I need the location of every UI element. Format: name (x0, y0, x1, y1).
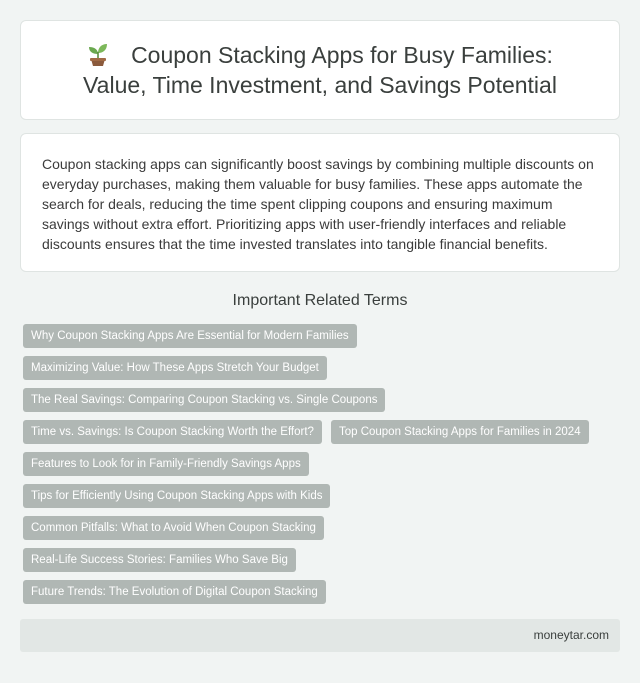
summary-card (20, 133, 620, 272)
page-title-text-1: Coupon Stacking Apps for Busy Families: (131, 42, 553, 68)
tag-row (23, 356, 623, 388)
related-term-tag[interactable]: Real-Life Success Stories: Families Who Save Big (23, 548, 296, 572)
related-term-tag[interactable]: Common Pitfalls: What to Avoid When Coupon Stacking (23, 516, 324, 540)
related-term-tag[interactable]: Time vs. Savings: Is Coupon Stacking Worth the Effort? (23, 420, 322, 444)
related-terms-list (23, 324, 623, 612)
tag-row (23, 484, 623, 516)
related-term-tag[interactable]: The Real Savings: Comparing Coupon Stacking vs. Single Coupons (23, 388, 385, 412)
title-card (20, 20, 620, 120)
page-title-line-1 (87, 40, 553, 70)
tag-row (23, 516, 623, 548)
footer (20, 619, 620, 652)
tag-row (23, 388, 623, 420)
footer-site-link[interactable]: moneytar.com (533, 628, 609, 642)
related-terms-heading: Important Related Terms (232, 292, 408, 309)
page-title-line-2: Value, Time Investment, and Savings Potential (83, 72, 557, 98)
tag-row (23, 324, 623, 356)
related-term-tag[interactable]: Maximizing Value: How These Apps Stretch Your Budget (23, 356, 327, 380)
tag-row (23, 580, 623, 612)
related-term-tag[interactable]: Tips for Efficiently Using Coupon Stacking Apps with Kids (23, 484, 330, 508)
related-term-tag[interactable]: Future Trends: The Evolution of Digital Coupon Stacking (23, 580, 326, 604)
summary-text: Coupon stacking apps can significantly boost savings by combining multiple discounts on everyday purchases, making them valuable for busy families. These apps automate the search for deals, reducing the time spent clipping coupons and ensuring maximum savings without extra effort. Prioritizing apps with user-friendly interfaces and reliable discounts ensures that the time invested translates into tangible financial benefits. (42, 156, 594, 252)
related-term-tag[interactable]: Features to Look for in Family-Friendly Savings Apps (23, 452, 309, 476)
related-term-tag[interactable]: Top Coupon Stacking Apps for Families in 2024 (331, 420, 589, 444)
sprout-icon (87, 41, 109, 67)
related-term-tag[interactable]: Why Coupon Stacking Apps Are Essential for Modern Families (23, 324, 357, 348)
tag-row (23, 548, 623, 580)
tag-row (23, 452, 623, 484)
tag-row (23, 420, 623, 452)
